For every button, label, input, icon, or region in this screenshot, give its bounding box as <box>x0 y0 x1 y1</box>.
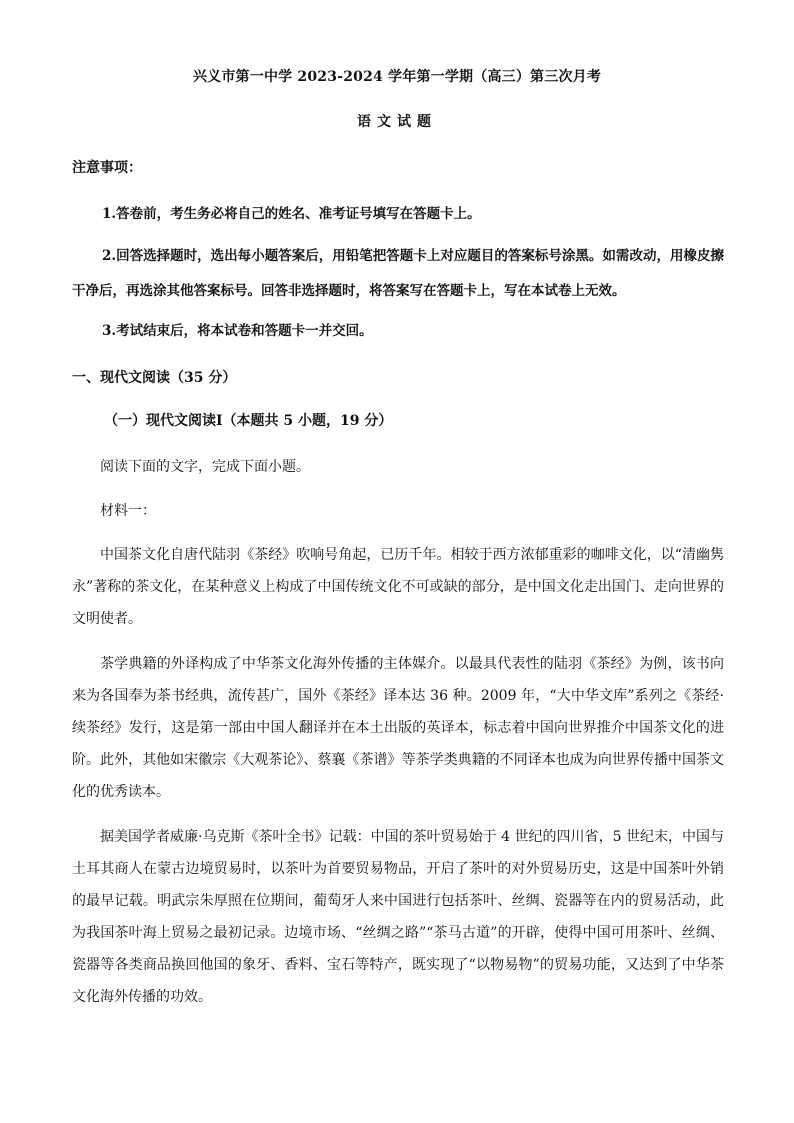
material-paragraph: 据美国学者威廉·乌克斯《茶叶全书》记载：中国的茶叶贸易始于 4 世纪的四川省，5 世纪末，中国与土耳其商人在蒙古边境贸易时，以茶叶为首要贸易物品，开启了茶叶的对外贸易历史，这是中国茶叶外销的最早记载。明武宗朱厚照在位期间，葡萄牙人来中国进行包括茶叶、丝绸、瓷器等在内的贸易活动，此为我国茶叶海上贸易之最初记录。边境市场、“丝绸之路”“茶马古道”的开辟，使得中国可用茶叶、丝绸、瓷器等各类商品换回他国的象牙、香料、宝石等特产，既实现了“以物易物”的贸易功能，又达到了中华茶文化海外传播的功效。 <box>72 829 724 1005</box>
exam-subject: 语文试题 <box>357 114 437 130</box>
section-subheading: （一）现代文阅读Ⅰ（本题共 5 小题，19 分） <box>104 413 393 429</box>
material-label: 材料一： <box>100 503 156 519</box>
material-paragraph: 茶学典籍的外译构成了中华茶文化海外传播的主体媒介。以最具代表性的陆羽《茶经》为例，该书向来为各国奉为茶书经典，流传甚广，国外《茶经》译本达 36 种。2009 年，“大中华文库”系列之《茶经·续茶经》发行，这是第一部由中国人翻译并在本土出版的英译本，标志着中国向世界推介中国茶文化的进阶。此外，其他如宋徽宗《大观茶论》、蔡襄《茶谱》等茶学类典籍的不同译本也成为向世界传播中国茶文化的优秀读本。 <box>72 656 724 800</box>
section-heading: 一、现代文阅读（35 分） <box>72 370 237 386</box>
notice-item-2: 2.回答选择题时，选出每小题答案后，用铅笔把答题卡上对应题目的答案标号涂黑。如需改动，用橡皮擦干净后，再选涂其他答案标号。回答非选择题时，将答案写在答题卡上，写在本试卷上无效。 <box>72 248 724 299</box>
material-paragraph: 中国茶文化自唐代陆羽《茶经》吹响号角起，已历千年。相较于西方浓郁重彩的咖啡文化，以“清幽隽永”著称的茶文化，在某种意义上构成了中国传统文化不可或缺的部分，是中国文化走出国门、走向世界的文明使者。 <box>72 547 724 627</box>
notice-item-3: 3.考试结束后，将本试卷和答题卡一并交回。 <box>102 323 373 339</box>
reading-instruction: 阅读下面的文字，完成下面小题。 <box>100 459 310 475</box>
exam-title: 兴义市第一中学 2023-2024 学年第一学期（高三）第三次月考 <box>192 69 602 85</box>
notice-heading: 注意事项： <box>72 160 142 176</box>
notice-item-1: 1.答卷前，考生务必将自己的姓名、准考证号填写在答题卡上。 <box>102 206 481 222</box>
